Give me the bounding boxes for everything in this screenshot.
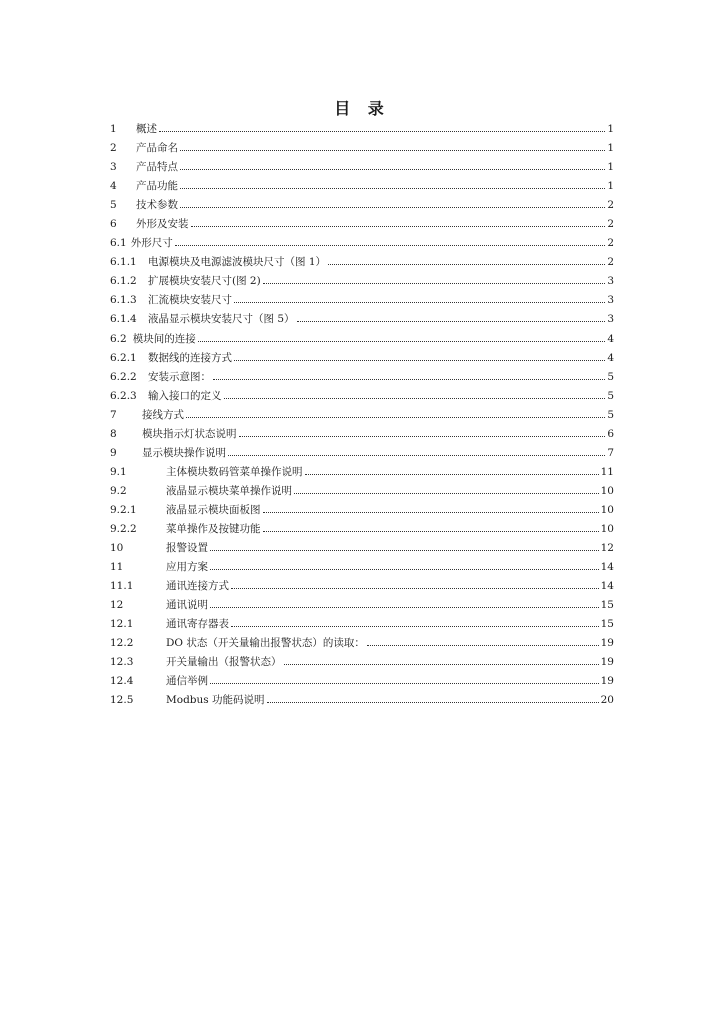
toc-entry-page: 10 — [600, 484, 614, 497]
toc-dot-leader — [328, 263, 605, 265]
toc-dot-leader — [234, 301, 605, 303]
toc-dot-leader — [191, 225, 606, 227]
toc-entry-number: 9.2 — [110, 484, 127, 497]
toc-entry-title: 液晶显示模块菜单操作说明 — [166, 484, 292, 497]
toc-entry-page: 10 — [600, 503, 614, 516]
toc-entry-title: 主体模块数码管菜单操作说明 — [166, 465, 303, 478]
toc-dot-leader — [175, 244, 606, 246]
toc-dot-leader — [180, 206, 605, 208]
toc-dot-leader — [263, 282, 606, 284]
toc-entry-title: 电源模块及电源滤波模块尺寸（图 1） — [148, 256, 327, 269]
toc-dot-leader — [228, 454, 605, 456]
toc-entry-page: 5 — [607, 370, 614, 383]
toc-entry-number: 11 — [110, 561, 124, 574]
toc-entry[interactable] — [110, 539, 614, 558]
toc-entry-title: 安装示意图： — [148, 370, 211, 383]
toc-entry-page: 2 — [607, 199, 614, 212]
toc-entry[interactable] — [110, 330, 614, 349]
toc-entry-title: 显示模块操作说明 — [142, 446, 226, 459]
toc-entry-number: 3 — [110, 161, 117, 174]
toc-entry-number: 5 — [110, 199, 117, 212]
toc-entry-page: 12 — [600, 542, 614, 555]
toc-entry-title: 开关量输出（报警状态） — [166, 656, 282, 669]
toc-entry-page: 5 — [607, 408, 614, 421]
toc-dot-leader — [210, 606, 599, 608]
toc-entry[interactable] — [110, 596, 614, 615]
toc-dot-leader — [213, 378, 605, 380]
toc-entry-title: 接线方式 — [142, 408, 184, 421]
toc-entry[interactable] — [110, 444, 614, 463]
toc-entry-page: 20 — [600, 694, 614, 707]
toc-dot-leader — [231, 625, 599, 627]
toc-entry[interactable] — [110, 368, 614, 387]
toc-entry[interactable] — [110, 615, 614, 634]
toc-entry[interactable] — [110, 291, 614, 310]
toc-entry-title: 液晶显示模块面板图 — [166, 503, 261, 516]
toc-entry-page: 15 — [600, 599, 614, 612]
toc-entry-page: 6 — [607, 427, 614, 440]
toc-entry-page: 11 — [600, 465, 614, 478]
toc-entry[interactable] — [110, 120, 614, 139]
toc-entry-page: 19 — [600, 637, 614, 650]
toc-entry-title: 通讯连接方式 — [166, 580, 229, 593]
toc-entry-number: 2 — [110, 142, 117, 155]
toc-entry-page: 1 — [607, 142, 614, 155]
toc-entry-number: 6.2.1 — [110, 351, 137, 364]
toc-entry-page: 14 — [600, 580, 614, 593]
toc-dot-leader — [263, 530, 599, 532]
page-title: 目 录 — [334, 99, 390, 118]
toc-entry-title: 通信举例 — [166, 675, 208, 688]
toc-dot-leader — [210, 568, 599, 570]
toc-entry-number: 12.3 — [110, 656, 134, 669]
toc-entry-number: 9.1 — [110, 465, 127, 478]
toc-entry-number: 12.1 — [110, 618, 134, 631]
toc-entry-title: 报警设置 — [166, 542, 208, 555]
toc-entry-title: Modbus 功能码说明 — [166, 694, 265, 707]
toc-entry-number: 9.2.1 — [110, 503, 137, 516]
toc-entry-number: 1 — [110, 123, 117, 135]
toc-entry-title: 数据线的连接方式 — [148, 351, 232, 364]
toc-entry[interactable] — [110, 234, 614, 253]
toc-entry-number: 9 — [110, 446, 117, 459]
toc-dot-leader — [263, 511, 599, 513]
toc-dot-leader — [239, 435, 606, 437]
toc-dot-leader — [297, 320, 606, 322]
toc-entry-page: 4 — [607, 332, 614, 345]
toc-dot-leader — [284, 663, 599, 665]
toc-entry-title: 汇流模块安装尺寸 — [148, 294, 232, 307]
toc-entry-page: 3 — [607, 294, 614, 307]
toc-entry-title: 技术参数 — [136, 199, 178, 212]
toc-entry[interactable] — [110, 577, 614, 596]
toc-entry-number: 12.2 — [110, 637, 134, 650]
toc-dot-leader — [159, 130, 605, 132]
toc-entry-title: 模块间的连接 — [132, 332, 196, 345]
toc-entry-page: 14 — [600, 561, 614, 574]
toc-entry-title: 产品命名 — [136, 142, 178, 155]
toc-entry-number: 6.2.2 — [110, 370, 137, 383]
toc-entry[interactable] — [110, 253, 614, 272]
toc-entry-page: 1 — [607, 180, 614, 193]
toc-entry-number: 10 — [110, 542, 124, 555]
toc-entry[interactable] — [110, 387, 614, 406]
table-of-contents — [110, 120, 614, 710]
toc-entry[interactable] — [110, 501, 614, 520]
toc-dot-leader — [267, 701, 599, 703]
toc-entry[interactable] — [110, 139, 614, 158]
toc-entry-number: 12 — [110, 599, 124, 612]
toc-entry-number: 11.1 — [110, 580, 134, 593]
toc-entry-page: 10 — [600, 522, 614, 535]
toc-entry-number: 6 — [110, 218, 117, 231]
toc-entry-title: 扩展模块安装尺寸(图 2) — [148, 275, 261, 288]
toc-entry[interactable] — [110, 349, 614, 368]
toc-dot-leader — [180, 149, 605, 151]
toc-dot-leader — [294, 492, 599, 494]
toc-entry-title: 通讯寄存器表 — [166, 618, 229, 631]
toc-dot-leader — [367, 644, 599, 646]
toc-entry[interactable] — [110, 425, 614, 444]
toc-entry[interactable] — [110, 158, 614, 177]
toc-entry-page: 2 — [607, 237, 614, 250]
toc-entry-page: 5 — [607, 389, 614, 402]
toc-entry-number: 6.1.2 — [110, 275, 137, 288]
toc-entry[interactable] — [110, 691, 614, 710]
toc-entry[interactable] — [110, 310, 614, 329]
toc-entry-page: 2 — [607, 256, 614, 269]
toc-entry[interactable] — [110, 520, 614, 539]
toc-dot-leader — [210, 549, 599, 551]
toc-entry-title: 产品功能 — [136, 180, 178, 193]
toc-entry[interactable] — [110, 272, 614, 291]
toc-entry-title: 概述 — [136, 123, 157, 135]
toc-entry-title: 产品特点 — [136, 161, 178, 174]
toc-entry-number: 12.5 — [110, 694, 134, 707]
toc-dot-leader — [305, 473, 599, 475]
toc-entry[interactable] — [110, 215, 614, 234]
toc-entry-page: 4 — [607, 351, 614, 364]
toc-entry-page: 7 — [607, 446, 614, 459]
toc-entry-number: 6.1 — [110, 237, 127, 250]
toc-entry-page: 2 — [607, 218, 614, 231]
toc-entry-page: 3 — [607, 275, 614, 288]
toc-entry-title: 菜单操作及按键功能 — [166, 522, 261, 535]
toc-entry[interactable] — [110, 482, 614, 501]
toc-entry-number: 4 — [110, 180, 117, 193]
toc-entry-page: 3 — [607, 313, 614, 326]
toc-entry-title: 模块指示灯状态说明 — [142, 427, 237, 440]
toc-entry-number: 6.2.3 — [110, 389, 137, 402]
toc-entry[interactable] — [110, 634, 614, 653]
toc-entry-page: 15 — [600, 618, 614, 631]
toc-entry-page: 19 — [600, 656, 614, 669]
toc-entry-number: 6.2 — [110, 332, 127, 345]
toc-dot-leader — [198, 340, 606, 342]
toc-entry[interactable] — [110, 558, 614, 577]
toc-entry-number: 6.1.3 — [110, 294, 137, 307]
toc-entry[interactable] — [110, 463, 614, 482]
toc-entry[interactable] — [110, 672, 614, 691]
toc-entry-number: 12.4 — [110, 675, 134, 688]
toc-entry-title: 输入接口的定义 — [148, 389, 222, 402]
toc-dot-leader — [234, 359, 605, 361]
toc-dot-leader — [180, 187, 605, 189]
toc-entry-number: 6.1.4 — [110, 313, 137, 326]
toc-entry-number: 9.2.2 — [110, 522, 137, 535]
toc-entry-number: 8 — [110, 427, 117, 440]
toc-entry[interactable] — [110, 406, 614, 425]
toc-entry[interactable] — [110, 177, 614, 196]
toc-entry-number: 6.1.1 — [110, 256, 137, 269]
toc-dot-leader — [180, 168, 605, 170]
toc-entry-title: 液晶显示模块安装尺寸（图 5） — [148, 313, 295, 326]
toc-dot-leader — [186, 416, 605, 418]
toc-entry-title: 外形尺寸 — [130, 237, 173, 250]
toc-entry-title: 通讯说明 — [166, 599, 208, 612]
toc-entry-page: 1 — [607, 161, 614, 174]
toc-dot-leader — [210, 682, 599, 684]
toc-dot-leader — [224, 397, 606, 399]
toc-entry[interactable] — [110, 653, 614, 672]
toc-entry-title: 外形及安装 — [136, 218, 189, 231]
toc-dot-leader — [231, 587, 599, 589]
toc-entry-title: DO 状态（开关量输出报警状态）的读取： — [166, 637, 365, 650]
toc-entry-number: 7 — [110, 408, 117, 421]
toc-entry[interactable] — [110, 196, 614, 215]
toc-entry-page: 19 — [600, 675, 614, 688]
toc-entry-page: 1 — [607, 123, 614, 135]
toc-entry-title: 应用方案 — [166, 561, 208, 574]
